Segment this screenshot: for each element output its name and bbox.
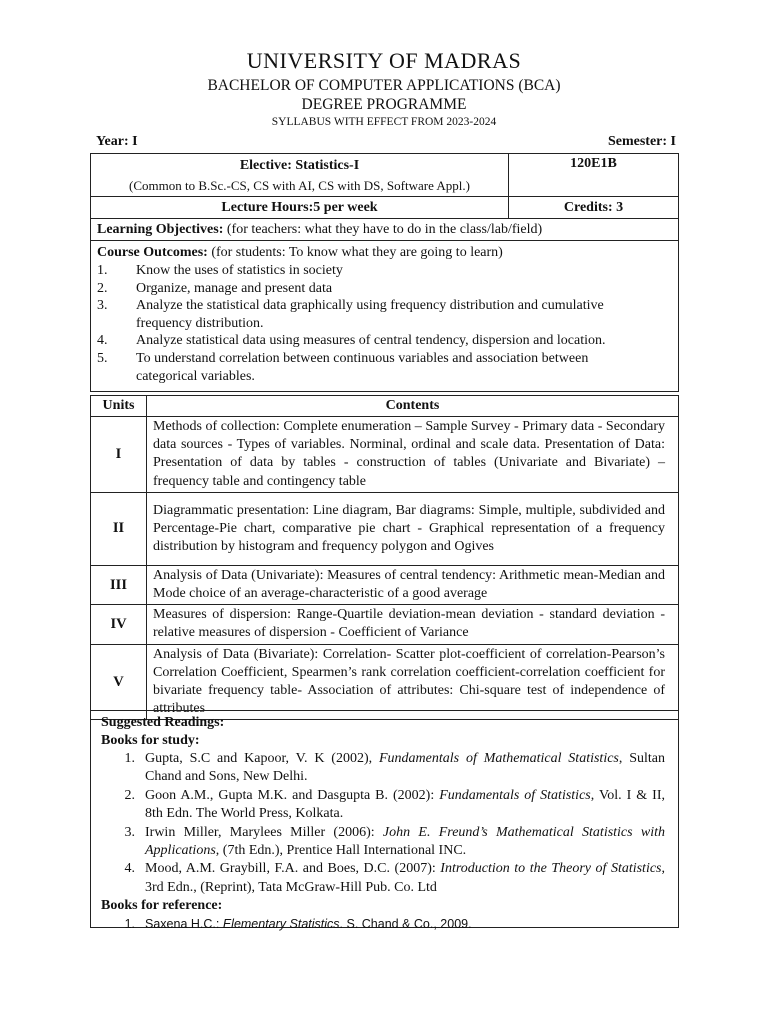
book-title: Elementary Statistics (222, 917, 340, 932)
list-number: 4. (97, 333, 108, 349)
book-title: Introduction to the Theory of Statistics (440, 861, 662, 877)
list-number: 1. (124, 751, 135, 766)
book-entry: Saxena H.C.: Elementary Statistics. S. Chand & Co., 2009. (145, 917, 472, 932)
unit-contents: Diagrammatic presentation: Line diagram, Bar diagrams: Simple, multiple, subdivided and Percentage-Pie chart, comparative pie chart - Graphical representation of a frequency distribution by histogram and frequency polygon and Ogives (147, 492, 679, 565)
university-title: UNIVERSITY OF MADRAS (246, 48, 522, 73)
course-title-cell (90, 153, 509, 197)
lecture-hours-cell (90, 196, 509, 219)
list-number: 1. (124, 917, 135, 932)
list-item (101, 824, 678, 861)
book-title: Fundamentals of Statistics (439, 787, 591, 803)
course-code: 120E1B (570, 156, 617, 171)
table-row (91, 644, 679, 720)
course-outcomes-text: (for students: To know what they are going to learn) (207, 245, 503, 260)
list-number: 2. (97, 280, 108, 296)
year-label: Year: I (96, 134, 138, 149)
table-row (91, 417, 679, 493)
list-item (97, 332, 638, 350)
programme-title: BACHELOR OF COMPUTER APPLICATIONS (BCA) (207, 77, 561, 94)
books-for-study-heading: Books for study: (101, 733, 200, 748)
credits: Credits: 3 (563, 200, 624, 215)
lecture-hours: Lecture Hours:5 per week (221, 200, 378, 215)
list-item (97, 350, 638, 385)
list-text: To understand correlation between continuous variables and association between categorical variables. (136, 350, 589, 384)
course-outcomes-list (97, 262, 638, 385)
list-item (101, 915, 678, 933)
course-outcomes-label: Course Outcomes: (97, 245, 208, 260)
unit-number: V (91, 644, 147, 720)
list-number: 1. (97, 263, 108, 278)
unit-contents: Analysis of Data (Univariate): Measures of central tendency: Arithmetic mean-Median and Mode choice of an average-characteristic of a good average (147, 565, 679, 604)
book-entry: Mood, A.M. Graybill, F.A. and Boes, D.C. (2007): Introduction to the Theory of Statistics, 3rd Edn., (Reprint), Tata McGraw-Hill Pub. Co. Ltd (145, 861, 666, 895)
course-title: Elective: Statistics-I (239, 158, 360, 173)
unit-number: II (91, 492, 147, 565)
list-number: 4. (124, 861, 135, 877)
list-item (101, 787, 678, 824)
contents-header: Contents (147, 396, 679, 417)
course-outcomes-box (90, 240, 679, 392)
syllabus-effective-line: SYLLABUS WITH EFFECT FROM 2023-2024 (271, 116, 497, 128)
books-for-study-list (101, 750, 678, 897)
list-number: 2. (124, 787, 135, 803)
list-item (97, 280, 638, 298)
list-item (101, 750, 678, 787)
list-item (97, 297, 638, 332)
list-item (101, 860, 678, 897)
list-number: 5. (97, 350, 108, 366)
list-text: Analyze the statistical data graphically using frequency distribution and cumulative frequency distribution. (136, 298, 604, 331)
unit-contents: Analysis of Data (Bivariate): Correlation- Scatter plot-coefficient of correlation-Pearson’s Correlation Coefficient, Spearmen’s rank correlation coefficient-correlation coefficient for bivariate frequency table- Association of attributes: Chi-square test of independence of attributes (147, 644, 679, 720)
table-row (91, 492, 679, 565)
unit-number: IV (91, 605, 147, 644)
book-title: Fundamentals of Mathematical Statistics (378, 751, 619, 766)
course-code-cell (508, 153, 679, 197)
list-item (97, 262, 638, 280)
learning-objectives-text: (for teachers: what they have to do in the class/lab/field) (223, 222, 543, 237)
unit-contents: Measures of dispersion: Range-Quartile deviation-mean deviation - standard deviation - relative measures of dispersion - Coefficient of Variance (147, 605, 679, 644)
learning-objectives-label: Learning Objectives: (97, 222, 224, 237)
degree-title: DEGREE PROGRAMME (301, 96, 467, 113)
unit-number: I (91, 417, 147, 493)
book-title: John E. Freund’s Mathematical Statistics with Applications (145, 824, 665, 859)
units-table (90, 395, 679, 720)
books-for-reference-list (101, 915, 678, 933)
semester-label: Semester: I (607, 134, 676, 149)
list-text: Know the uses of statistics in society (136, 263, 343, 278)
units-header: Units (91, 396, 147, 417)
course-common-to: (Common to B.Sc.-CS, CS with AI, CS with DS, Software Appl.) (129, 178, 470, 193)
book-entry: Gupta, S.C and Kapoor, V. K (2002), Fundamentals of Mathematical Statistics, Sultan Chand and Sons, New Delhi. (145, 751, 666, 785)
book-entry: Goon A.M., Gupta M.K. and Dasgupta B. (2002): Fundamentals of Statistics, Vol. I & II, 8th Edn. The World Press, Kolkata. (145, 787, 665, 822)
list-text: Analyze statistical data using measures of central tendency, dispersion and location. (136, 333, 606, 349)
table-row (91, 565, 679, 604)
book-entry: Irwin Miller, Marylees Miller (2006): John E. Freund’s Mathematical Statistics with Applications, (7th Edn.), Prentice Hall International INC. (145, 824, 665, 859)
learning-objectives-row (90, 218, 679, 241)
unit-contents: Methods of collection: Complete enumeration – Sample Survey - Primary data - Secondary data sources - Types of variables. Norminal, ordinal and scale data. Presentation of Data: Presentation of data by tables - construction of tables (Univariate and Bivariate) – frequency table and contingency table (147, 417, 679, 493)
table-row (91, 605, 679, 644)
suggested-readings-heading: Suggested Readings: (101, 715, 225, 730)
list-number: 3. (97, 298, 108, 314)
unit-number: III (91, 565, 147, 604)
list-number: 3. (124, 824, 135, 840)
credits-cell (508, 196, 679, 219)
books-for-reference-heading: Books for reference: (101, 898, 223, 914)
table-header-row (91, 396, 679, 417)
list-text: Organize, manage and present data (136, 280, 333, 296)
suggested-readings-box (90, 710, 679, 932)
